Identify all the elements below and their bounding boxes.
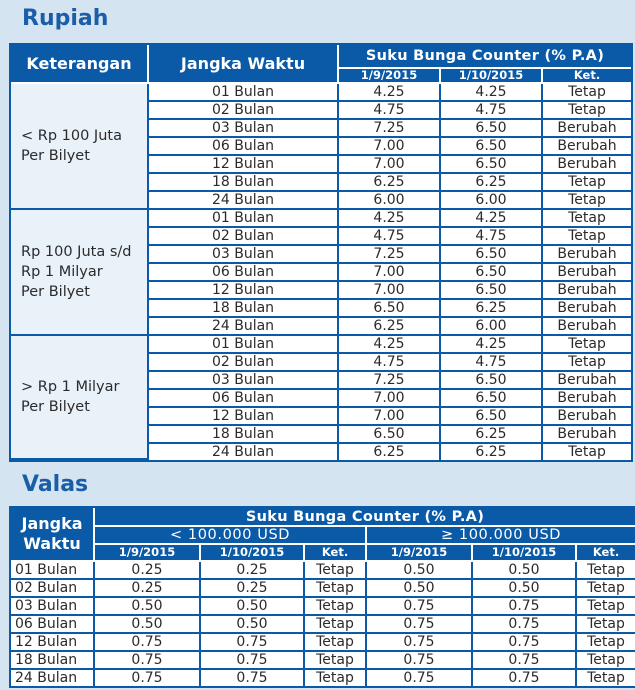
status-lt-cell: Tetap [305, 580, 367, 598]
status-cell: Berubah [543, 282, 631, 300]
rate-lt-1-cell: 0.75 [95, 634, 201, 652]
rate-lt-1-cell: 0.50 [95, 616, 201, 634]
rate-1-cell: 7.25 [339, 372, 441, 390]
rate-ge-2-cell: 0.75 [473, 634, 577, 652]
status-lt-cell: Tetap [305, 598, 367, 616]
rate-2-cell: 4.25 [441, 210, 543, 228]
rate-2-cell: 6.50 [441, 408, 543, 426]
status-cell: Berubah [543, 318, 631, 336]
term-cell: 06 Bulan [149, 138, 339, 156]
valas-header-suku-bunga: Suku Bunga Counter (% P.A) [95, 508, 635, 527]
header-ket: Ket. [543, 69, 631, 84]
rate-2-cell: 6.50 [441, 264, 543, 282]
rate-2-cell: 6.00 [441, 192, 543, 210]
term-cell: 24 Bulan [11, 670, 95, 686]
table-row [11, 336, 631, 354]
term-cell: 03 Bulan [149, 120, 339, 138]
status-cell: Berubah [543, 426, 631, 444]
status-ge-cell: Tetap [577, 598, 635, 616]
rate-ge-2-cell: 0.50 [473, 562, 577, 580]
status-cell: Tetap [543, 354, 631, 372]
rate-1-cell: 4.25 [339, 84, 441, 102]
term-cell: 06 Bulan [149, 264, 339, 282]
term-cell: 03 Bulan [149, 372, 339, 390]
status-cell: Tetap [543, 192, 631, 210]
status-lt-cell: Tetap [305, 634, 367, 652]
term-cell: 02 Bulan [149, 354, 339, 372]
status-ge-cell: Tetap [577, 580, 635, 598]
status-ge-cell: Tetap [577, 616, 635, 634]
rate-2-cell: 4.75 [441, 228, 543, 246]
table-row [11, 616, 635, 634]
table-row [11, 598, 635, 616]
table-row [11, 634, 635, 652]
status-cell: Tetap [543, 444, 631, 460]
term-cell: 18 Bulan [11, 652, 95, 670]
term-cell: 02 Bulan [149, 102, 339, 120]
rate-1-cell: 4.25 [339, 336, 441, 354]
rate-ge-2-cell: 0.50 [473, 580, 577, 598]
rate-2-cell: 4.75 [441, 354, 543, 372]
valas-header-jangka-waktu: Jangka Waktu [11, 508, 95, 562]
status-cell: Tetap [543, 102, 631, 120]
term-cell: 01 Bulan [11, 562, 95, 580]
rate-lt-2-cell: 0.50 [201, 616, 305, 634]
rate-ge-1-cell: 0.75 [367, 634, 473, 652]
status-cell: Tetap [543, 228, 631, 246]
status-cell: Berubah [543, 138, 631, 156]
status-ge-cell: Tetap [577, 634, 635, 652]
term-cell: 06 Bulan [149, 390, 339, 408]
rate-ge-1-cell: 0.75 [367, 616, 473, 634]
rate-lt-1-cell: 0.25 [95, 580, 201, 598]
table-row [11, 580, 635, 598]
rate-2-cell: 4.75 [441, 102, 543, 120]
header-jangka-waktu: Jangka Waktu [149, 45, 339, 84]
rate-2-cell: 6.50 [441, 282, 543, 300]
status-cell: Berubah [543, 372, 631, 390]
rate-1-cell: 6.25 [339, 444, 441, 460]
status-cell: Berubah [543, 246, 631, 264]
rate-lt-2-cell: 0.50 [201, 598, 305, 616]
table-row [11, 84, 631, 102]
header-date-1: 1/9/2015 [339, 69, 441, 84]
term-cell: 02 Bulan [149, 228, 339, 246]
status-ge-cell: Tetap [577, 562, 635, 580]
term-cell: 01 Bulan [149, 336, 339, 354]
header-date-2: 1/10/2015 [441, 69, 543, 84]
status-cell: Berubah [543, 156, 631, 174]
rate-lt-1-cell: 0.50 [95, 598, 201, 616]
group-label: Rp 100 Juta s/d Rp 1 Milyar Per Bilyet [11, 210, 149, 336]
rate-lt-2-cell: 0.75 [201, 634, 305, 652]
status-ge-cell: Tetap [577, 652, 635, 670]
term-cell: 12 Bulan [149, 408, 339, 426]
term-cell: 12 Bulan [149, 282, 339, 300]
rate-1-cell: 7.25 [339, 246, 441, 264]
status-cell: Berubah [543, 264, 631, 282]
rate-1-cell: 6.50 [339, 426, 441, 444]
rate-2-cell: 4.25 [441, 84, 543, 102]
status-cell: Berubah [543, 390, 631, 408]
table-row [11, 210, 631, 228]
status-cell: Berubah [543, 300, 631, 318]
rate-1-cell: 6.50 [339, 300, 441, 318]
rate-2-cell: 6.25 [441, 300, 543, 318]
rate-1-cell: 7.00 [339, 408, 441, 426]
rate-1-cell: 6.00 [339, 192, 441, 210]
rate-2-cell: 6.50 [441, 390, 543, 408]
rate-ge-1-cell: 0.75 [367, 670, 473, 686]
rate-ge-1-cell: 0.50 [367, 580, 473, 598]
table-row [11, 562, 635, 580]
status-ge-cell: Tetap [577, 670, 635, 686]
status-lt-cell: Tetap [305, 670, 367, 686]
term-cell: 24 Bulan [149, 318, 339, 336]
valas-header-ket-a: Ket. [305, 545, 367, 562]
rate-1-cell: 4.25 [339, 210, 441, 228]
rate-ge-1-cell: 0.75 [367, 598, 473, 616]
rate-2-cell: 6.25 [441, 426, 543, 444]
rate-1-cell: 7.00 [339, 264, 441, 282]
rate-1-cell: 6.25 [339, 174, 441, 192]
valas-section-title: Valas [22, 472, 89, 497]
rate-ge-1-cell: 0.75 [367, 652, 473, 670]
rate-1-cell: 6.25 [339, 318, 441, 336]
rate-2-cell: 6.25 [441, 444, 543, 460]
term-cell: 03 Bulan [149, 246, 339, 264]
status-cell: Tetap [543, 84, 631, 102]
rate-ge-1-cell: 0.50 [367, 562, 473, 580]
group-label: > Rp 1 Milyar Per Bilyet [11, 336, 149, 460]
valas-header-date-1b: 1/9/2015 [367, 545, 473, 562]
status-lt-cell: Tetap [305, 616, 367, 634]
rate-1-cell: 4.75 [339, 354, 441, 372]
term-cell: 12 Bulan [11, 634, 95, 652]
status-cell: Tetap [543, 174, 631, 192]
term-cell: 06 Bulan [11, 616, 95, 634]
rate-1-cell: 7.00 [339, 138, 441, 156]
rate-ge-2-cell: 0.75 [473, 616, 577, 634]
term-cell: 18 Bulan [149, 426, 339, 444]
status-cell: Tetap [543, 210, 631, 228]
valas-header-below-100k: < 100.000 USD [95, 527, 367, 545]
rate-ge-2-cell: 0.75 [473, 652, 577, 670]
rate-2-cell: 6.50 [441, 156, 543, 174]
rate-2-cell: 4.25 [441, 336, 543, 354]
term-cell: 02 Bulan [11, 580, 95, 598]
status-cell: Tetap [543, 336, 631, 354]
rate-lt-2-cell: 0.25 [201, 562, 305, 580]
rate-lt-2-cell: 0.75 [201, 670, 305, 686]
rate-lt-1-cell: 0.25 [95, 562, 201, 580]
valas-rate-table [9, 506, 635, 688]
rate-lt-2-cell: 0.75 [201, 652, 305, 670]
rate-2-cell: 6.25 [441, 174, 543, 192]
table-row [11, 670, 635, 686]
header-keterangan: Keterangan [11, 45, 149, 84]
term-cell: 24 Bulan [149, 444, 339, 460]
status-lt-cell: Tetap [305, 652, 367, 670]
term-cell: 03 Bulan [11, 598, 95, 616]
status-cell: Berubah [543, 408, 631, 426]
term-cell: 18 Bulan [149, 174, 339, 192]
table-row [11, 652, 635, 670]
rate-2-cell: 6.50 [441, 372, 543, 390]
term-cell: 12 Bulan [149, 156, 339, 174]
term-cell: 18 Bulan [149, 300, 339, 318]
rate-ge-2-cell: 0.75 [473, 598, 577, 616]
valas-header-ket-b: Ket. [577, 545, 635, 562]
rupiah-section-title: Rupiah [22, 6, 109, 31]
rate-2-cell: 6.50 [441, 120, 543, 138]
rate-1-cell: 7.00 [339, 156, 441, 174]
rate-2-cell: 6.50 [441, 246, 543, 264]
rate-lt-1-cell: 0.75 [95, 670, 201, 686]
rate-2-cell: 6.50 [441, 138, 543, 156]
status-lt-cell: Tetap [305, 562, 367, 580]
status-cell: Berubah [543, 120, 631, 138]
rate-1-cell: 4.75 [339, 228, 441, 246]
term-cell: 01 Bulan [149, 84, 339, 102]
rate-1-cell: 7.00 [339, 282, 441, 300]
valas-header-date-1a: 1/9/2015 [95, 545, 201, 562]
term-cell: 24 Bulan [149, 192, 339, 210]
rate-lt-1-cell: 0.75 [95, 652, 201, 670]
rate-1-cell: 7.00 [339, 390, 441, 408]
rupiah-rate-table [9, 43, 633, 462]
rate-1-cell: 7.25 [339, 120, 441, 138]
group-label: < Rp 100 Juta Per Bilyet [11, 84, 149, 210]
rate-ge-2-cell: 0.75 [473, 670, 577, 686]
rate-lt-2-cell: 0.25 [201, 580, 305, 598]
rate-2-cell: 6.00 [441, 318, 543, 336]
header-suku-bunga: Suku Bunga Counter (% P.A) [339, 45, 631, 69]
rate-1-cell: 4.75 [339, 102, 441, 120]
valas-header-above-100k: ≥ 100.000 USD [367, 527, 635, 545]
valas-header-date-2b: 1/10/2015 [473, 545, 577, 562]
valas-header-date-2a: 1/10/2015 [201, 545, 305, 562]
term-cell: 01 Bulan [149, 210, 339, 228]
